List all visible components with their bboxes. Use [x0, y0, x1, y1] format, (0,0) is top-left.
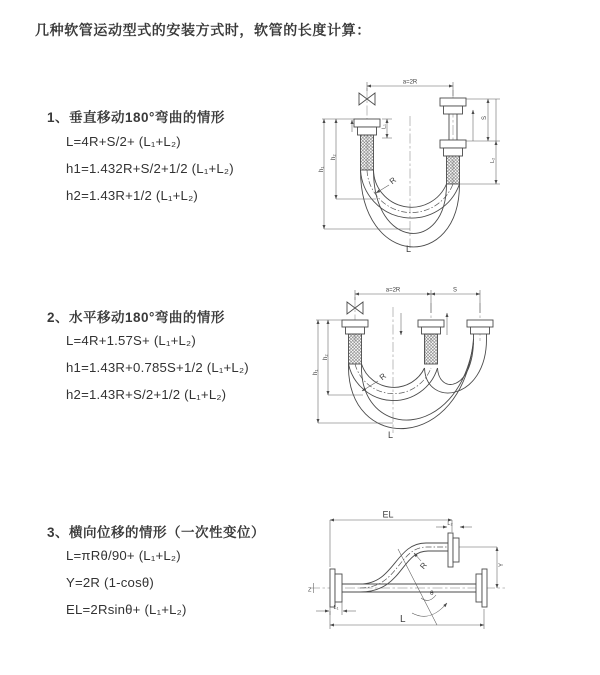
dim-label-l-total: L — [406, 244, 412, 254]
dim-label-a2r: a=2R — [385, 287, 401, 294]
dim-label-l1: L₁ — [381, 124, 388, 129]
section-3-formula-L: L=πRθ/90+ (L₁+L₂) — [66, 548, 181, 563]
section-1-formula-L: L=4R+S/2+ (L₁+L₂) — [66, 134, 181, 149]
dim-label-s: S — [452, 287, 458, 294]
braided-hose-section — [361, 135, 374, 170]
dimension-el — [330, 509, 452, 571]
radius-callout — [414, 553, 429, 571]
centerlines — [367, 88, 453, 248]
left-flange — [330, 569, 342, 607]
section-1-formula-h1: h1=1.432R+S/2+1/2 (L₁+L₂) — [66, 161, 234, 176]
hose-u-bends — [348, 334, 486, 429]
page-title: 几种软管运动型式的安装方式时，软管的长度计算： — [35, 22, 371, 38]
right-pipe-flanges — [440, 98, 466, 184]
dimension-l2 — [436, 521, 472, 527]
section-2-heading: 2、水平移动180°弯曲的情形 — [47, 310, 225, 325]
dim-label-s: S — [482, 115, 488, 120]
dim-label-r: R — [377, 371, 388, 383]
angle-label-theta: θ — [430, 590, 434, 597]
diagram-horizontal-180-bend — [308, 283, 593, 448]
dim-label-r: R — [387, 175, 398, 187]
dimension-a2r — [367, 80, 453, 97]
radius-callout — [376, 175, 398, 193]
braided-hose-section — [447, 156, 460, 184]
radius-callout — [362, 371, 388, 391]
section-3-formula-Y: Y=2R (1-cosθ) — [66, 575, 154, 590]
dim-label-l-total: L — [400, 614, 406, 625]
dimension-l — [330, 609, 484, 629]
diagram-lateral-displacement — [300, 505, 600, 645]
dim-label-h1: h₁ — [313, 369, 319, 375]
section-1-heading: 1、垂直移动180°弯曲的情形 — [47, 110, 225, 125]
dim-label-l2: L₂ — [447, 521, 453, 527]
section-2-formula-h2: h2=1.43R+S/2+1/2 (L₁+L₂) — [66, 387, 227, 402]
dim-label-a2r: a=2R — [402, 79, 418, 86]
section-3-formula-EL: EL=2Rsinθ+ (L₁+L₂) — [66, 602, 187, 617]
dimension-l1 — [382, 119, 393, 138]
flanges — [342, 320, 493, 334]
dimension-a2r-s — [355, 288, 480, 314]
axis-label-z: Z — [308, 587, 312, 594]
left-pipe-flange — [354, 119, 380, 170]
dim-label-y: Y — [499, 562, 505, 567]
dim-label-l2: L₂ — [490, 157, 496, 163]
section-1-formula-h2: h2=1.43R+1/2 (L₁+L₂) — [66, 188, 198, 203]
centerlines — [355, 297, 480, 433]
dim-label-h1: h₁ — [319, 166, 325, 172]
dimension-l1 — [316, 602, 356, 615]
diagram-vertical-180-bend — [310, 72, 595, 260]
dim-label-r: R — [418, 560, 429, 571]
section-2-formula-L: L=4R+1.57S+ (L₁+L₂) — [66, 333, 196, 348]
dim-label-h2: h₂ — [331, 154, 337, 160]
dim-label-l1: L₁ — [333, 605, 339, 611]
dim-label-h2: h₂ — [323, 354, 329, 360]
section-2-formula-h1: h1=1.43R+0.785S+1/2 (L₁+L₂) — [66, 360, 249, 375]
upper-flange — [448, 533, 459, 567]
s-curve-hose — [342, 543, 448, 592]
section-3-heading: 3、横向位移的情形（一次性变位） — [47, 525, 266, 540]
dim-label-l-total: L — [388, 430, 394, 440]
dim-label-el: EL — [382, 509, 394, 520]
